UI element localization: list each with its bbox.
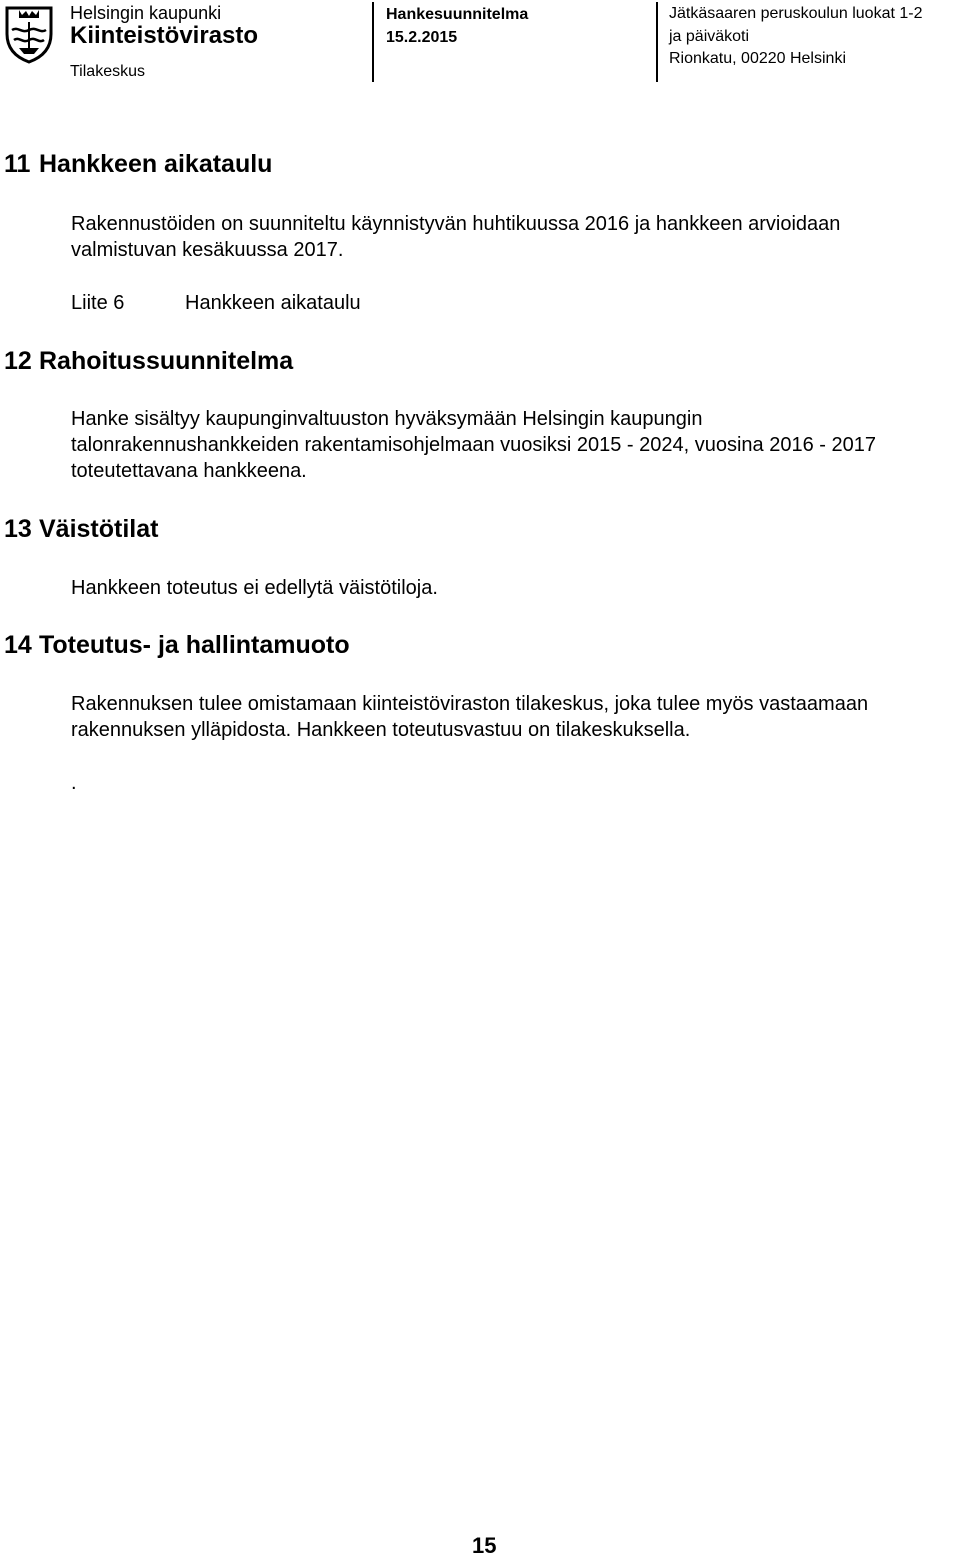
header-divider bbox=[372, 2, 374, 82]
page-number: 15 bbox=[472, 1533, 497, 1558]
section-title: Rahoitussuunnitelma bbox=[39, 347, 294, 375]
project-address: Rionkatu, 00220 Helsinki bbox=[669, 50, 846, 67]
section-number: 12 bbox=[4, 347, 32, 375]
project-name: Jätkäsaaren peruskoulun luokat 1-2 bbox=[669, 5, 923, 22]
section-14-heading bbox=[4, 630, 350, 660]
section-title: Väistötilat bbox=[39, 515, 159, 543]
section-number: 14 bbox=[4, 631, 32, 659]
section-14-text: Rakennuksen tulee omistamaan kiinteistöviraston tilakeskus, joka tulee myös vastaamaan bbox=[71, 693, 869, 715]
section-title: Toteutus- ja hallintamuoto bbox=[39, 631, 350, 659]
org-name: Helsingin kaupunki bbox=[70, 3, 222, 23]
section-11-heading bbox=[4, 149, 272, 179]
section-number: 11 bbox=[4, 150, 31, 178]
section-12-text: talonrakennushankkeiden rakentamisohjelmaan vuosiksi 2015 - 2024, vuosina 2016 - 2017 bbox=[71, 434, 876, 456]
trailing-period: . bbox=[71, 772, 77, 794]
section-13-text: Hankkeen toteutus ei edellytä väistötiloja. bbox=[71, 577, 438, 599]
project-name-cont: ja päiväkoti bbox=[669, 28, 750, 45]
section-12-text: Hanke sisältyy kaupunginvaltuuston hyväksymään Helsingin kaupungin bbox=[71, 408, 703, 430]
section-14-text: rakennuksen ylläpidosta. Hankkeen toteutusvastuu on tilakeskuksella. bbox=[71, 719, 691, 741]
header-divider bbox=[656, 2, 658, 82]
section-number: 13 bbox=[4, 515, 32, 543]
section-11-text: valmistuvan kesäkuussa 2017. bbox=[71, 239, 344, 261]
section-11-text: Rakennustöiden on suunniteltu käynnistyvän huhtikuussa 2016 ja hankkeen arvioidaan bbox=[71, 213, 841, 235]
attachment-label: Liite 6 bbox=[71, 292, 125, 314]
unit-name: Tilakeskus bbox=[70, 63, 145, 80]
document-type: Hankesuunnitelma bbox=[386, 6, 529, 23]
section-title: Hankkeen aikataulu bbox=[39, 150, 273, 178]
attachment-title: Hankkeen aikataulu bbox=[185, 292, 361, 314]
section-12-heading bbox=[4, 346, 293, 376]
section-13-heading bbox=[4, 514, 158, 544]
department-name: Kiinteistövirasto bbox=[70, 22, 259, 49]
helsinki-crest-icon bbox=[4, 4, 54, 64]
section-12-text: toteutettavana hankkeena. bbox=[71, 460, 307, 482]
document-date: 15.2.2015 bbox=[386, 29, 458, 46]
